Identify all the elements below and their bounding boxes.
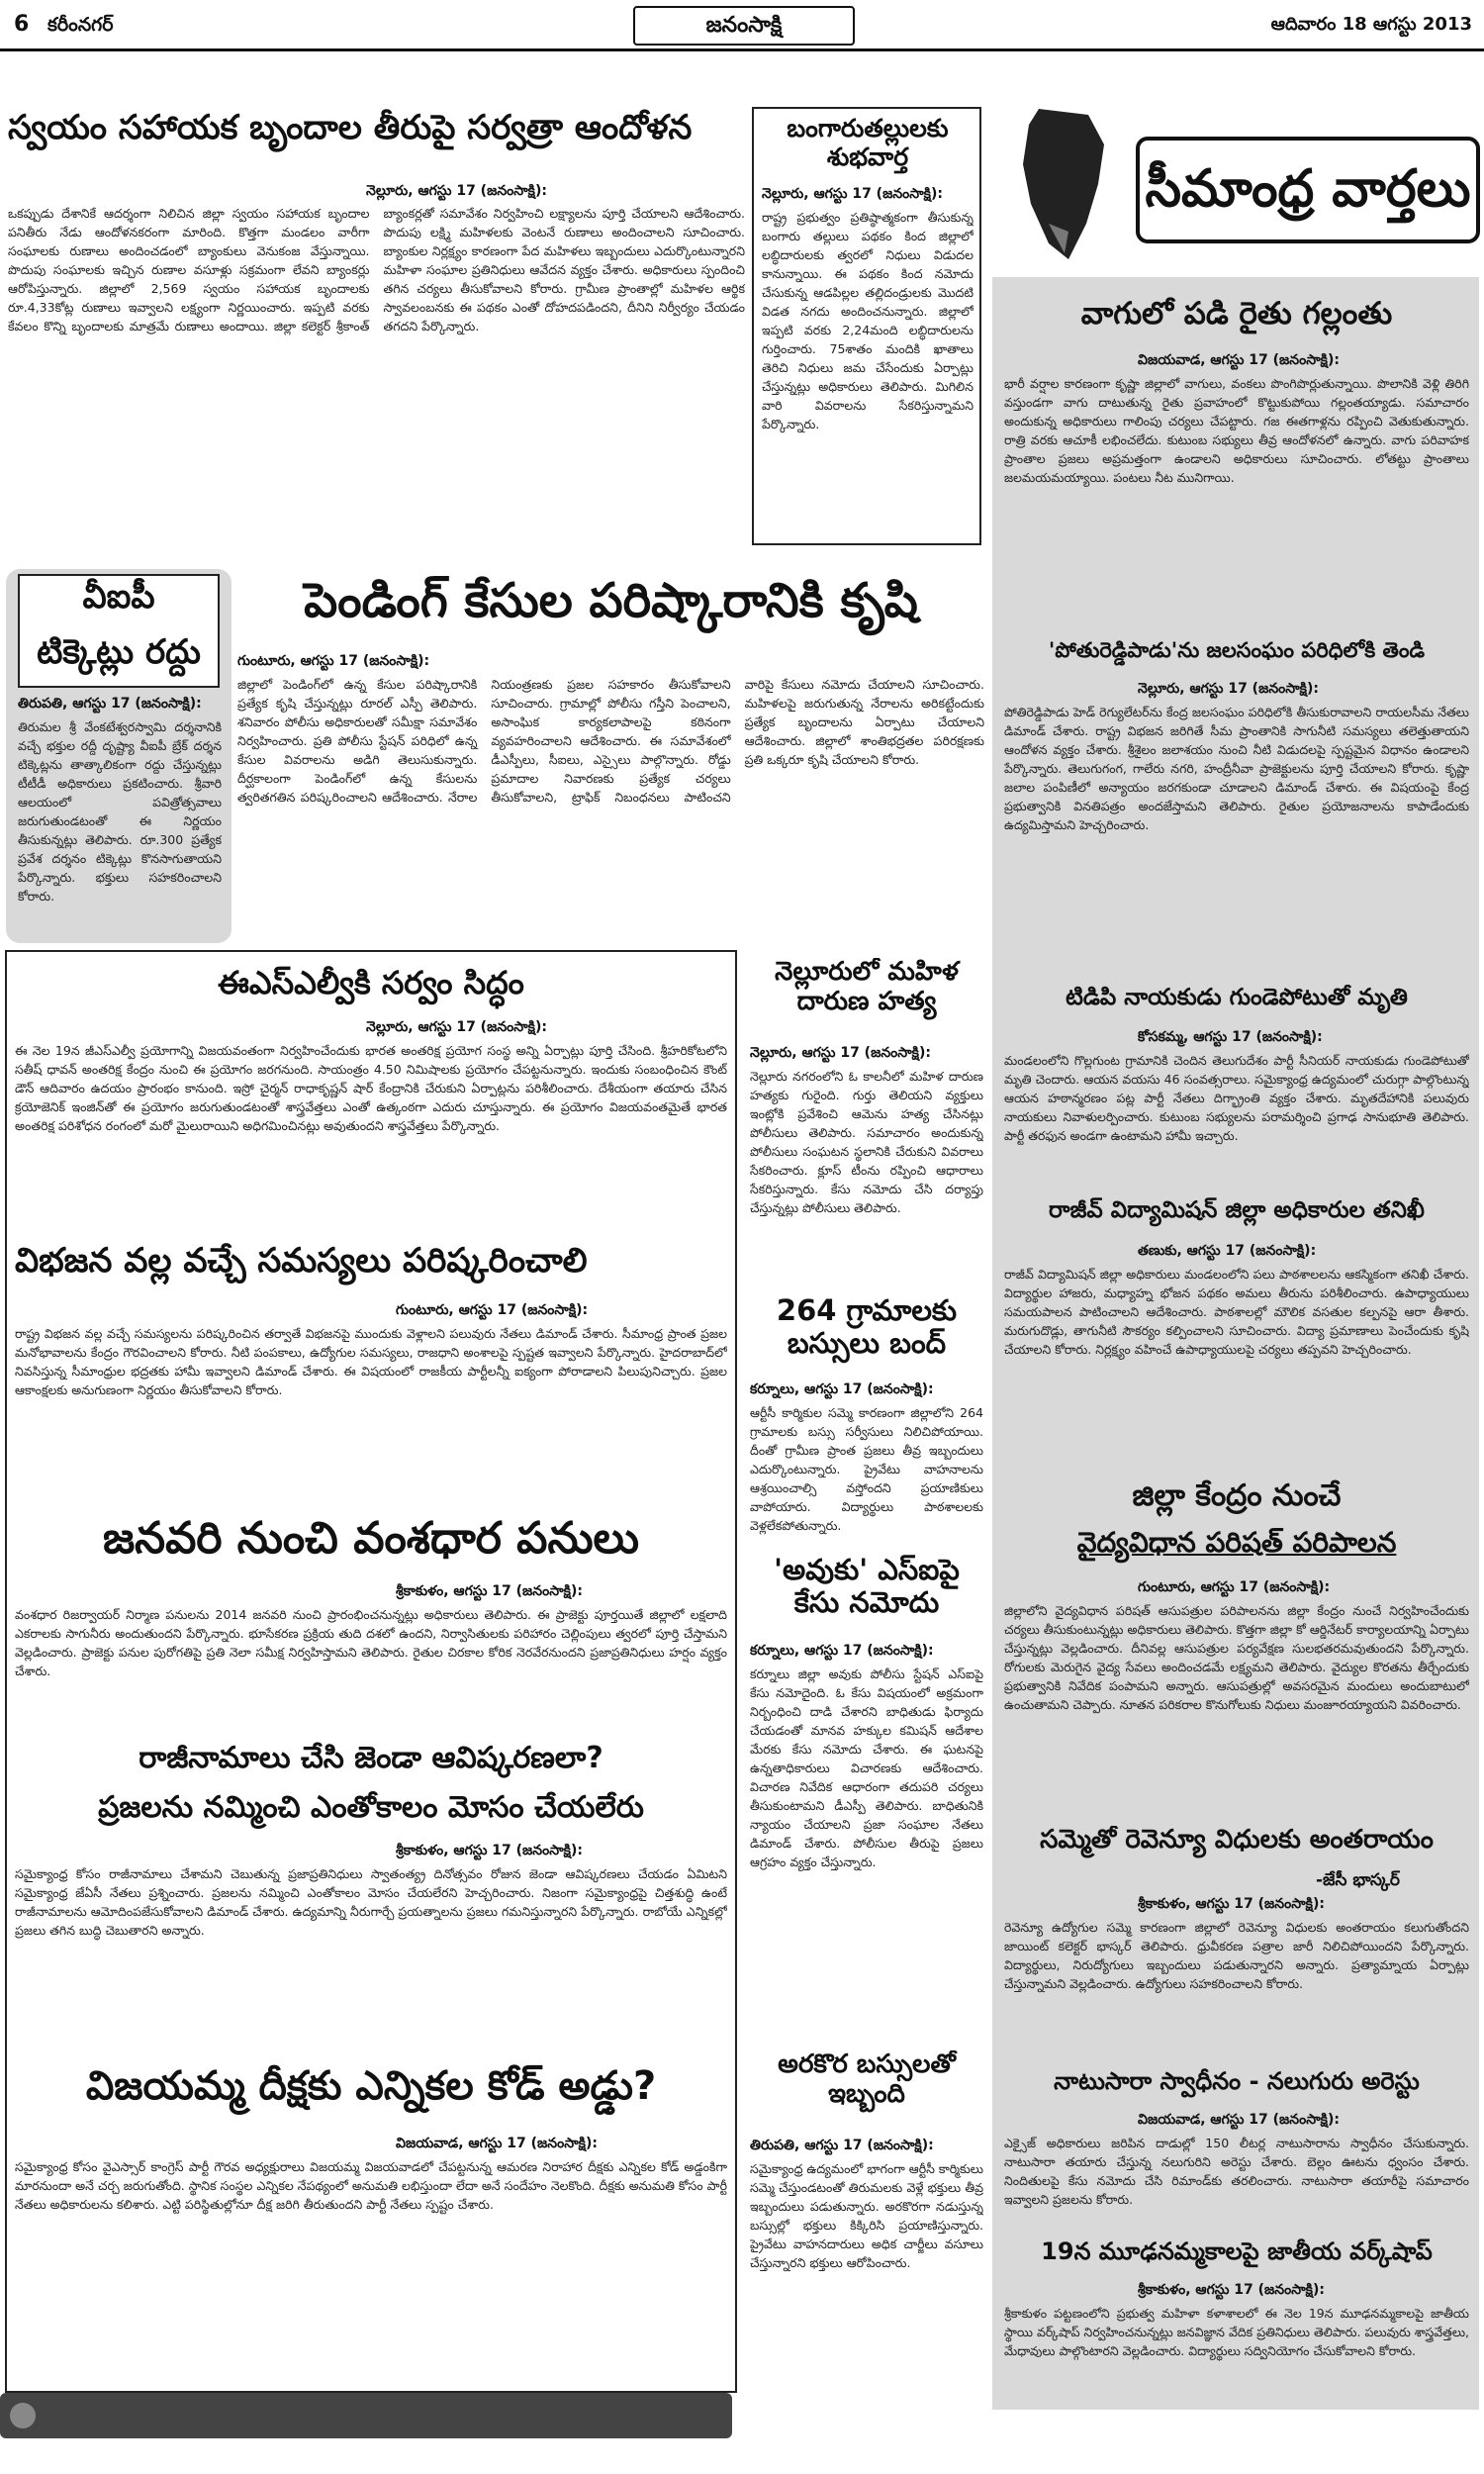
headline-a9: విజయమ్మ దీక్షకు ఎన్నికల కోడ్ అడ్డు? xyxy=(85,2063,657,2109)
dateline-a17: తణుకు, ఆగస్టు 17 (జనంసాక్షి): xyxy=(1138,1243,1317,1259)
headline-a11: 264 గ్రామాలకు బస్సులు బంద్ xyxy=(776,1294,958,1361)
dateline-a11: కర్నూలు, ఆగస్టు 17 (జనంసాక్షి): xyxy=(750,1381,934,1397)
dateline-a15: నెల్లూరు, ఆగస్టు 17 (జనంసాక్షి): xyxy=(1138,681,1319,697)
article-body-a7: వంశధార రిజర్వాయర్ నిర్మాణ పనులను 2014 జనవరి నుంచి ప్రారంభించనున్నట్లు అధికారులు తెలిపారు. ఈ ప్రాజెక్టు పూర్తయితే జిల్లాలో లక్షలాది ఎకరాలకు సాగునీరు అందుతుందని పేర్కొన్నారు. భూసేకరణ ప్రక్రియ తుది దశలో ఉందని, నిర్వాసితులకు పరిహారం చెల్లింపులు త్వరలో పూర్తి చేస్తామని వెల్లడించారు. ప్రాజెక్టు పనుల పురోగతిపై ప్రతి నెలా సమీక్ష నిర్వహిస్తామని తెలిపారు. రైతుల చిరకాల కోరిక నెరవేరనుందని ప్రజాప్రతినిధులు హర్షం వ్యక్తం చేశారు. xyxy=(15,1607,727,1678)
bottom-decorative-bar xyxy=(0,2393,732,2438)
article-body-a17: రాజీవ్ విద్యామిషన్ జిల్లా అధికారులు మండలంలోని పలు పాఠశాలలను ఆకస్మికంగా తనిఖీ చేశారు. విద్యార్థుల హాజరు, మధ్యాహ్న భోజన పథకం అమలు తీరును పరిశీలించారు. ఉపాధ్యాయులు సమయపాలన పాటించాలని ఆదేశించారు. పాఠశాలల్లో మౌలిక వసతుల కల్పనపై ఆరా తీశారు. మరుగుదొడ్లు, తాగునీటి సౌకర్యం కల్పించాలని సూచించారు. విద్యా ప్రమాణాలు పెంచేందుకు కృషి చేయాలని కోరారు. నిర్లక్ష్యం వహించే ఉపాధ్యాయులపై చర్యలు తప్పవని హెచ్చరించారు. xyxy=(1004,1267,1469,1357)
headline-a20: నాటుసారా స్వాధీనం - నలుగురు అరెస్టు xyxy=(1054,2068,1420,2095)
headline-a19: సమ్మెతో రెవెన్యూ విధులకు అంతరాయం xyxy=(1040,1826,1434,1855)
article-body-a11: ఆర్టీసీ కార్మికుల సమ్మె కారణంగా జిల్లాలోని 264 గ్రామాలకు బస్సు సర్వీసులు నిలిచిపోయాయి. దీంతో గ్రామీణ ప్రాంత ప్రజలు తీవ్ర ఇబ్బందులు ఎదుర్కొంటున్నారు. ప్రైవేటు వాహనాలను ఆశ్రయించాల్సి వస్తోందని ప్రయాణికులు వాపోయారు. విద్యార్థులు పాఠశాలలకు వెళ్లలేకపోతున్నారు. xyxy=(750,1405,983,1533)
dateline-a8: శ్రీకాకుళం, ఆగస్టు 17 (జనంసాక్షి): xyxy=(396,1843,583,1858)
dateline-a6: గుంటూరు, ఆగస్టు 17 (జనంసాక్షి): xyxy=(396,1302,589,1318)
byline-a19: -జేసీ భాస్కర్ xyxy=(1316,1870,1401,1890)
headline-a8-line1: రాజీనామాలు చేసి జెండా ఆవిష్కరణలా? xyxy=(139,1742,603,1775)
dateline-a2: నెల్లూరు, ఆగస్టు 17 (జనంసాక్షి): xyxy=(762,186,943,202)
dateline-a19: శ్రీకాకుళం, ఆగస్టు 17 (జనంసాక్షి): xyxy=(1138,1896,1325,1912)
headline-a16: టిడిపి నాయకుడు గుండెపోటుతో మృతి xyxy=(1066,985,1408,1010)
headline-a18-line2: వైద్యవిధాన పరిషత్ పరిపాలన xyxy=(1076,1527,1397,1559)
dateline-a13: తిరుపతి, ఆగస్టు 17 (జనంసాక్షి): xyxy=(750,2138,934,2153)
dateline-a5: నెల్లూరు, ఆగస్టు 17 (జనంసాక్షి): xyxy=(366,1019,547,1035)
dateline-a1: నెల్లూరు, ఆగస్టు 17 (జనంసాక్షి): xyxy=(366,183,547,199)
headline-a14: వాగులో పడి రైతు గల్లంతు xyxy=(1080,297,1393,332)
article-body-a19: రెవెన్యూ ఉద్యోగుల సమ్మె కారణంగా జిల్లాలో రెవెన్యూ విధులకు అంతరాయం కలుగుతోందని జాయింట్ కలెక్టర్ భాస్కర్ తెలిపారు. ధ్రువీకరణ పత్రాల జారీ నిలిచిపోయిందని పేర్కొన్నారు. విద్యార్థులు, నిరుద్యోగులు ఇబ్బందులు పడుతున్నారని అన్నారు. ప్రత్యామ్నాయ ఏర్పాట్లు చేస్తున్నామని వెల్లడించారు. ఉద్యోగులు సహకరించాలని కోరారు. xyxy=(1004,1920,1469,1991)
headline-a7: జనవరి నుంచి వంశధార పనులు xyxy=(103,1514,639,1564)
headline-a4-line1: వీఐపీ xyxy=(82,578,155,617)
article-body-a8: సమైక్యాంధ్ర కోసం రాజీనామాలు చేశామని చెబుతున్న ప్రజాప్రతినిధులు స్వాతంత్య్ర దినోత్సవం రోజున జెండా ఆవిష్కరణలు చేయడం ఏమిటని సమైక్యాంధ్ర జేఏసీ నేతలు ప్రశ్నించారు. ప్రజలను నమ్మించి ఎంతోకాలం మోసం చేయలేరని హెచ్చరించారు. నిజంగా సమైక్యాంధ్రపై చిత్తశుద్ధి ఉంటే రాజీనామాలను ఆమోదింపజేసుకోవాలని డిమాండ్ చేశారు. ఉద్యమాన్ని నీరుగార్చే ప్రయత్నాలను ప్రజలు గమనిస్తున్నారని పేర్కొన్నారు. రాబోయే ఎన్నికల్లో ప్రజలు తగిన బుద్ధి చెబుతారని అన్నారు. xyxy=(15,1866,727,1938)
article-body-a3: జిల్లాలో పెండింగ్‌లో ఉన్న కేసుల పరిష్కారానికి ప్రత్యేక కృషి చేస్తున్నట్లు రూరల్ ఎస్పీ తెలిపారు. శనివారం పోలీసు అధికారులతో సమీక్షా సమావేశం నిర్వహించారు. ప్రతి పోలీసు స్టేషన్ పరిధిలో ఉన్న కేసుల వివరాలను అడిగి తెలుసుకున్నారు. దీర్ఘకాలంగా పెండింగ్‌లో ఉన్న కేసులను త్వరితగతిన పరిష్కరించాలని ఆదేశించారు. నేరాల నియంత్రణకు ప్రజల సహకారం తీసుకోవాలని సూచించారు. గ్రామాల్లో పోలీసు గస్తీని పెంచాలని, అసాంఘిక కార్యకలాపాలపై కఠినంగా వ్యవహరించాలని ఆదేశించారు. ఈ సమావేశంలో డీఎస్పీలు, సీఐలు, ఎస్సైలు పాల్గొన్నారు. రోడ్డు ప్రమాదాల నివారణకు ప్రత్యేక చర్యలు తీసుకోవాలని, ట్రాఫిక్ నిబంధనలు పాటించని వారిపై కేసులు నమోదు చేయాలని సూచించారు. మహిళలపై జరుగుతున్న నేరాలను అరికట్టేందుకు ప్రత్యేక బృందాలను ఏర్పాటు చేయాలని ఆదేశించారు. జిల్లాలో శాంతిభద్రతల పరిరక్షణకు ప్రతి ఒక్కరూ కృషి చేయాలని కోరారు. xyxy=(237,677,984,805)
dateline-a12: కర్నూలు, ఆగస్టు 17 (జనంసాక్షి): xyxy=(750,1643,934,1659)
headline-a6: విభజన వల్ల వచ్చే సమస్యలు పరిష్కరించాలి xyxy=(15,1242,588,1281)
headline-a15: 'పోతురెడ్డిపాడు'ను జలసంఘం పరిధిలోకి తెండి xyxy=(1048,638,1426,662)
article-body-a12: కర్నూలు జిల్లా అవుకు పోలీసు స్టేషన్ ఎస్ఐపై కేసు నమోదైంది. ఓ కేసు విషయంలో అక్రమంగా నిర్బంధించి దాడి చేశారని బాధితుడు ఫిర్యాదు చేయడంతో మానవ హక్కుల కమిషన్ ఆదేశాల మేరకు కేసు నమోదు చేశారు. ఈ ఘటనపై ఉన్నతాధికారులు విచారణకు ఆదేశించారు. విచారణ నివేదిక ఆధారంగా తదుపరి చర్యలు తీసుకుంటామని డీఎస్పీ తెలిపారు. బాధితునికి న్యాయం చేయాలని ప్రజా సంఘాల నేతలు డిమాండ్ చేశారు. పోలీసుల తీరుపై ప్రజలు ఆగ్రహం వ్యక్తం చేస్తున్నారు. xyxy=(750,1666,983,1869)
edition-name: కరీంనగర్ xyxy=(47,14,114,36)
dateline-a18: గుంటూరు, ఆగస్టు 17 (జనంసాక్షి): xyxy=(1138,1579,1331,1595)
article-body-a13: సమైక్యాంధ్ర ఉద్యమంలో భాగంగా ఆర్టీసీ కార్మికులు సమ్మె చేస్తుండటంతో తిరుమలకు వెళ్లే భక్తులు తీవ్ర ఇబ్బందులు పడుతున్నారు. అరకొరగా నడుస్తున్న బస్సుల్లో భక్తులు కిక్కిరిసి ప్రయాణిస్తున్నారు. ప్రైవేటు వాహనదారులు అధిక చార్జీలు వసూలు చేస్తున్నారని భక్తులు ఆరోపించారు. xyxy=(750,2161,983,2270)
headline-a17: రాజీవ్ విద్యామిషన్ జిల్లా అధికారుల తనిఖీ xyxy=(1049,1197,1425,1223)
dateline-a4: తిరుపతి, ఆగస్టు 17 (జనంసాక్షి): xyxy=(18,696,202,712)
headline-a8-line2: ప్రజలను నమ్మించి ఎంతోకాలం మోసం చేయలేరు xyxy=(98,1791,644,1825)
dateline-a21: శ్రీకాకుళం, ఆగస్టు 17 (జనంసాక్షి): xyxy=(1138,2282,1325,2298)
article-body-a14: భారీ వర్షాల కారణంగా కృష్ణా జిల్లాలో వాగులు, వంకలు పొంగిపొర్లుతున్నాయి. పొలానికి వెళ్లి తిరిగి వస్తుండగా వాగు దాటుతున్న రైతు ప్రవాహంలో కొట్టుకుపోయి గల్లంతయ్యాడు. సమాచారం అందుకున్న అధికారులు గాలింపు చర్యలు చేపట్టారు. గజ ఈతగాళ్లను రప్పించి వెతుకుతున్నారు. రాత్రి వరకు ఆచూకీ లభించలేదు. కుటుంబ సభ్యులు తీవ్ర ఆందోళనలో ఉన్నారు. వాగు పరివాహక ప్రాంతాల ప్రజలు అప్రమత్తంగా ఉండాలని అధికారులు సూచించారు. లోతట్టు ప్రాంతాలు జలమయమయ్యాయి. పంటలు నీట మునిగాయి. xyxy=(1004,376,1469,485)
dateline-a9: విజయవాడ, ఆగస్టు 17 (జనంసాక్షి): xyxy=(396,2136,598,2151)
article-body-a10: నెల్లూరు నగరంలోని ఓ కాలనీలో మహిళ దారుణ హత్యకు గురైంది. గుర్తు తెలియని వ్యక్తులు ఇంట్లోకి ప్రవేశించి ఆమెను హత్య చేసినట్లు పోలీసులు తెలిపారు. సమాచారం అందుకున్న పోలీసులు సంఘటన స్థలానికి చేరుకుని వివరాలు సేకరించారు. క్లూస్ టీంను రప్పించి ఆధారాలు సేకరిస్తున్నారు. కేసు నమోదు చేసి దర్యాప్తు చేస్తున్నట్లు పోలీసులు తెలిపారు. xyxy=(750,1069,983,1215)
article-body-a18: జిల్లాలోని వైద్యవిధాన పరిషత్ ఆసుపత్రుల పరిపాలనను జిల్లా కేంద్రం నుంచే నిర్వహించేందుకు చర్యలు తీసుకుంటున్నట్లు అధికారులు తెలిపారు. కొత్తగా జిల్లా కో ఆర్డినేటర్ కార్యాలయాన్ని ఏర్పాటు చేస్తున్నట్లు వెల్లడించారు. దీనివల్ల ఆసుపత్రుల పర్యవేక్షణ సులభతరమవుతుందని పేర్కొన్నారు. రోగులకు మెరుగైన వైద్య సేవలు అందించడమే లక్ష్యమని తెలిపారు. వైద్యుల కొరతను తీర్చేందుకు ప్రభుత్వానికి నివేదిక పంపామని అన్నారు. ఆసుపత్రుల్లో అవసరమైన మందులు అందుబాటులో ఉంచుతామని చెప్పారు. నూతన పరికరాల కొనుగోలుకు నిధులు మంజూరయ్యాయని వివరించారు. xyxy=(1004,1603,1469,1712)
issue-date: ఆదివారం 18 ఆగస్టు 2013 xyxy=(1270,14,1472,35)
article-body-a21: శ్రీకాకుళం పట్టణంలోని ప్రభుత్వ మహిళా కళాశాలలో ఈ నెల 19న మూఢనమ్మకాలపై జాతీయ స్థాయి వర్క్‌షాప్ నిర్వహించనున్నట్లు జనవిజ్ఞాన వేదిక ప్రతినిధులు తెలిపారు. పలువురు శాస్త్రవేత్తలు, మేధావులు పాల్గొంటారని వెల్లడించారు. విద్యార్థులు సద్వినియోగం చేసుకోవాలని కోరారు. xyxy=(1004,2306,1469,2358)
article-body-a2: రాష్ట్ర ప్రభుత్వం ప్రతిష్ఠాత్మకంగా తీసుకున్న బంగారు తల్లులు పథకం కింద జిల్లాలో లబ్ధిదారులకు త్వరలో నిధులు విడుదల కానున్నాయి. ఈ పథకం కింద నమోదు చేసుకున్న ఆడపిల్లల తల్లిదండ్రులకు మొదటి విడత నగదు అందించనున్నారు. జిల్లాలో ఇప్పటి వరకు 2,24మంది లబ్ధిదారులను గుర్తించారు. 75శాతం మందికి ఖాతాలు తెరిచి నిధులు జమ చేసేందుకు ఏర్పాట్లు చేస్తున్నట్లు అధికారులు తెలిపారు. మిగిలిన వారి వివరాలను సేకరిస్తున్నామని పేర్కొన్నారు. xyxy=(762,210,974,431)
article-body-a1: ఒకప్పుడు దేశానికే ఆదర్శంగా నిలిచిన జిల్లా స్వయం సహాయక బృందాల పనితీరు నేడు ఆందోళనకరంగా మారింది. కొత్తగా మండలం వారీగా సంఘాలకు రుణాలు అందించడంలో బ్యాంకులు వెనుకంజ వేస్తున్నాయి. పొదుపు సంఘాలకు ఇచ్చిన రుణాల వసూళ్లు సక్రమంగా లేవని బ్యాంకర్లు ఆరోపిస్తున్నారు. జిల్లాలో 2,569 స్వయం సహాయక బృందాలకు రూ.4,33కోట్ల రుణాలు ఇవ్వాలని లక్ష్యంగా నిర్ణయించారు. ఇప్పటి వరకు కేవలం కొన్ని బృందాలకు మాత్రమే రుణాలు అందాయి. జిల్లా కలెక్టర్ శ్రీకాంత్ బ్యాంకర్లతో సమావేశం నిర్వహించి లక్ష్యాలను పూర్తి చేయాలని ఆదేశించారు. పొదుపు లక్ష్మి మహిళలకు వెంటనే రుణాలు అందించాలని సూచించారు. బ్యాంకుల నిర్లక్ష్యం కారణంగా పేద మహిళలు ఇబ్బందులు ఎదుర్కొంటున్నారని మహిళా సంఘాల ప్రతినిధులు ఆవేదన వ్యక్తం చేశారు. అధికారులు స్పందించి తగిన చర్యలు తీసుకోవాలని కోరారు. గ్రామీణ ప్రాంతాల్లో మహిళల ఆర్థిక స్వావలంబనకు ఈ పథకం ఎంతో దోహదపడిందని, దీనిని నిర్వీర్యం చేయడం తగదని పేర్కొన్నారు. xyxy=(8,206,745,333)
section-banner-title: సీమాంధ్ర వార్తలు xyxy=(1136,137,1480,243)
page-number: 6 xyxy=(14,12,30,37)
dateline-a7: శ్రీకాకుళం, ఆగస్టు 17 (జనంసాక్షి): xyxy=(396,1583,583,1599)
headline-a5: ఈఎస్ఎల్వీకి సర్వం సిద్ధం xyxy=(218,965,524,1001)
article-body-a15: పోతిరెడ్డిపాడు హెడ్ రెగ్యులేటర్‌ను కేంద్ర జలసంఘం పరిధిలోకి తీసుకురావాలని రాయలసీమ నేతలు డిమాండ్ చేశారు. రాష్ట్ర విభజన జరిగితే సీమ ప్రాంతానికి సాగునీటి సమస్యలు తలెత్తుతాయని ఆందోళన వ్యక్తం చేశారు. శ్రీశైలం జలాశయం నుంచి నీటి విడుదలపై స్పష్టమైన విధానం ఉండాలని పేర్కొన్నారు. తెలుగుగంగ, గాలేరు నగరి, హంద్రీనీవా ప్రాజెక్టులను పూర్తి చేయాలని కోరారు. కృష్ణా జలాల పంపిణీలో అన్యాయం జరగకుండా చూడాలని డిమాండ్ చేశారు. ఈ విషయంపై కేంద్ర ప్రభుత్వానికి వినతిపత్రం అందజేస్తామని తెలిపారు. రైతుల ప్రయోజనాలను కాపాడేందుకు ఉద్యమిస్తామని హెచ్చరించారు. xyxy=(1004,705,1469,832)
dateline-a3: గుంటూరు, ఆగస్టు 17 (జనంసాక్షి): xyxy=(237,653,430,669)
headline-a4-line2: టిక్కెట్లు రద్దు xyxy=(37,633,201,672)
bar-ornament-icon xyxy=(10,2403,36,2428)
headline-a3: పెండింగ్ కేసుల పరిష్కారానికి కృషి xyxy=(304,574,918,628)
page-header xyxy=(0,0,1484,51)
article-body-a20: ఎక్సైజ్ అధికారులు జరిపిన దాడుల్లో 150 లీటర్ల నాటుసారాను స్వాధీనం చేసుకున్నారు. నాటుసారా తయారు చేస్తున్న నలుగురిని అరెస్టు చేశారు. బెల్లం ఊటను ధ్వంసం చేశారు. నిందితులపై కేసు నమోదు చేసి రిమాండ్‌కు తరలించారు. నాటుసారా తయారీపై సమాచారం ఇవ్వాలని ప్రజలను కోరారు. xyxy=(1004,2136,1469,2207)
article-body-a4: తిరుమల శ్రీ వేంకటేశ్వరస్వామి దర్శనానికి వచ్చే భక్తుల రద్దీ దృష్ట్యా వీఐపీ బ్రేక్ దర్శన టిక్కెట్లను తాత్కాలికంగా రద్దు చేస్తున్నట్లు టీటీడీ అధికారులు ప్రకటించారు. శ్రీవారి ఆలయంలో పవిత్రోత్సవాలు జరుగుతుండటంతో ఈ నిర్ణయం తీసుకున్నట్లు తెలిపారు. రూ.300 ప్రత్యేక ప్రవేశ దర్శనం టిక్కెట్లు కొనసాగుతాయని పేర్కొన్నారు. భక్తులు సహకరించాలని కోరారు. xyxy=(18,719,222,904)
headline-a1: స్వయం సహాయక బృందాల తీరుపై సర్వత్రా ఆందోళన xyxy=(8,109,693,147)
headline-a10: నెల్లూరులో మహిళ దారుణ హత్య xyxy=(775,958,959,1016)
article-body-a16: మండలంలోని గొల్లగుంట గ్రామానికి చెందిన తెలుగుదేశం పార్టీ సీనియర్ నాయకుడు గుండెపోటుతో మృతి చెందారు. ఆయన వయసు 46 సంవత్సరాలు. సమైక్యాంధ్ర ఉద్యమంలో చురుగ్గా పాల్గొంటున్న ఆయన హఠాన్మరణం పట్ల పార్టీ నేతలు దిగ్భ్రాంతి వ్యక్తం చేశారు. మృతదేహానికి పలువురు నాయకులు నివాళులర్పించారు. కుటుంబ సభ్యులను పరామర్శించి ప్రగాఢ సానుభూతి తెలిపారు. పార్టీ తరఫున అండగా ఉంటామని హామీ ఇచ్చారు. xyxy=(1004,1053,1469,1143)
dateline-a14: విజయవాడ, ఆగస్టు 17 (జనంసాక్షి): xyxy=(1138,352,1340,368)
headline-a13: అరకొర బస్సులతో ఇబ్బంది xyxy=(778,2050,956,2109)
headline-a12: 'అవుకు' ఎస్ఐపై కేసు నమోదు xyxy=(774,1554,960,1620)
article-body-a6: రాష్ట్ర విభజన వల్ల వచ్చే సమస్యలను పరిష్కరించిన తర్వాతే విభజనపై ముందుకు వెళ్లాలని పలువురు నేతలు డిమాండ్ చేశారు. సీమాంధ్ర ప్రాంత ప్రజల మనోభావాలను కేంద్రం గౌరవించాలని కోరారు. నీటి పంపకాలు, ఉద్యోగుల సమస్యలు, రాజధాని అంశాలపై స్పష్టత ఇవ్వాలని పేర్కొన్నారు. హైదరాబాద్‌లో నివసిస్తున్న సీమాంధ్రుల భద్రతకు హామీ ఇవ్వాలని డిమాండ్ చేశారు. ఈ విషయంలో రాజకీయ పార్టీలన్నీ ఐక్యంగా పోరాడాలని పిలుపునిచ్చారు. ప్రజల ఆకాంక్షలకు అనుగుణంగా నిర్ణయం తీసుకోవాలని కోరారు. xyxy=(15,1326,727,1397)
dateline-a20: విజయవాడ, ఆగస్టు 17 (జనంసాక్షి): xyxy=(1138,2112,1340,2128)
headline-a2: బంగారుతల్లులకు శుభవార్త xyxy=(787,115,949,171)
section-banner xyxy=(997,99,1474,272)
headline-a21: 19న మూఢనమ్మకాలపై జాతీయ వర్క్‌షాప్ xyxy=(1041,2238,1433,2265)
state-map-icon xyxy=(1019,105,1108,263)
headline-a18-line1: జిల్లా కేంద్రం నుంచే xyxy=(1132,1479,1342,1513)
article-body-a5: ఈ నెల 19న జీఎస్ఎల్వీ ప్రయోగాన్ని విజయవంతంగా నిర్వహించేందుకు భారత అంతరిక్ష ప్రయోగ సంస్థ అన్ని ఏర్పాట్లు పూర్తి చేసింది. శ్రీహరికోటలోని సతీష్ ధావన్ అంతరిక్ష కేంద్రం నుంచి ఈ ప్రయోగం జరగనుంది. సాయంత్రం 4.50 నిమిషాలకు ప్రయోగం చేపట్టనున్నారు. ఇందుకు సంబంధించిన కౌంట్ డౌన్ ఆదివారం ఉదయం ప్రారంభం కానుంది. ఇస్రో చైర్మన్ రాధాకృష్ణన్ షార్ కేంద్రానికి చేరుకుని ఏర్పాట్లను పరిశీలించారు. దేశీయంగా తయారు చేసిన క్రయోజెనిక్ ఇంజిన్‌తో ఈ ప్రయోగం జరుగుతుండటంతో శాస్త్రవేత్తలు ఎంతో ఉత్కంఠగా ఎదురు చూస్తున్నారు. ఈ ప్రయోగం విజయవంతమైతే భారత అంతరిక్ష పరిశోధన రంగంలో మరో మైలురాయిని అధిగమించినట్లు అవుతుందని శాస్త్రవేత్తలు పేర్కొన్నారు. xyxy=(15,1043,727,1133)
dateline-a16: కోసకమ్మ, ఆగస్టు 17 (జనంసాక్షి): xyxy=(1138,1029,1323,1045)
masthead-logo: జనంసాక్షి xyxy=(633,6,855,46)
article-body-a9: సమైక్యాంధ్ర కోసం వైఎస్సార్ కాంగ్రెస్ పార్టీ గౌరవ అధ్యక్షురాలు విజయమ్మ విజయవాడలో చేపట్టనున్న ఆమరణ నిరాహార దీక్షకు ఎన్నికల కోడ్ అడ్డంకిగా మారనుందా అనే చర్చ జరుగుతోంది. స్థానిక సంస్థల ఎన్నికల నేపథ్యంలో అనుమతి లభిస్తుందా లేదా అనే సందేహం నెలకొంది. దీక్షకు అనుమతి కోసం పార్టీ నేతలు అధికారులను కలిశారు. ఎట్టి పరిస్థితుల్లోనూ దీక్ష జరిగి తీరుతుందని పార్టీ నేతలు స్పష్టం చేశారు. xyxy=(15,2159,727,2212)
dateline-a10: నెల్లూరు, ఆగస్టు 17 (జనంసాక్షి): xyxy=(750,1045,931,1061)
